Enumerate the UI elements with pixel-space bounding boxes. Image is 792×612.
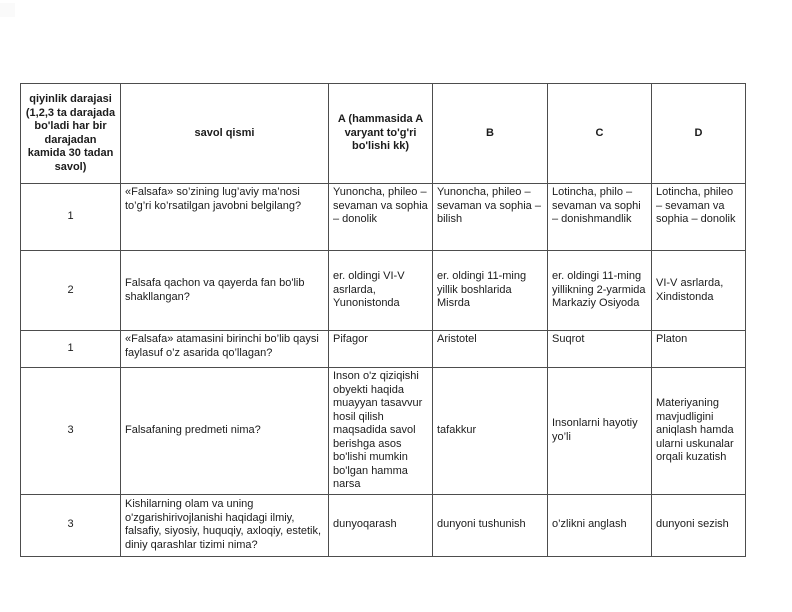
- table-row: [21, 184, 746, 251]
- corner-artifact: [0, 3, 15, 17]
- table-row: [21, 251, 746, 331]
- option-d-cell: dunyoni sezish: [652, 494, 746, 556]
- question-cell: Falsafa qachon va qayerda fan bo'lib shakllangan?: [121, 251, 329, 331]
- difficulty-cell: 1: [21, 331, 121, 368]
- difficulty-cell: 1: [21, 184, 121, 251]
- option-c-cell: er. oldingi 11-ming yillikning 2-yarmida Markaziy Osiyoda: [548, 251, 652, 331]
- option-a-cell: dunyoqarash: [329, 494, 433, 556]
- header-option-c: C: [548, 84, 652, 184]
- option-d-cell: VI-V asrlarda, Xindistonda: [652, 251, 746, 331]
- option-c-cell: Insonlarni hayotiy yo’li: [548, 368, 652, 495]
- option-d-cell: Materiyaning mavjudligini aniqlash hamda ularni uskunalar orqali kuzatish: [652, 368, 746, 495]
- header-option-d: D: [652, 84, 746, 184]
- question-cell: «Falsafa» so’zining lug’aviy ma’nosi to’g’ri ko’rsatilgan javobni belgilang?: [121, 184, 329, 251]
- table-row: [21, 368, 746, 495]
- table-header-row: [21, 84, 746, 184]
- option-b-cell: Aristotel: [433, 331, 548, 368]
- table-row: [21, 494, 746, 556]
- option-c-cell: Lotincha, philo – sevaman va sophi – donishmandlik: [548, 184, 652, 251]
- option-b-cell: tafakkur: [433, 368, 548, 495]
- option-a-cell: Inson o'z qiziqishi obyekti haqida muayyan tasavvur hosil qilish maqsadida savol berishga asos bo'lishi mumkin bo'lgan hamma narsa: [329, 368, 433, 495]
- option-b-cell: Yunoncha, phileo – sevaman va sophia – bilish: [433, 184, 548, 251]
- quiz-table: [20, 83, 746, 557]
- option-b-cell: dunyoni tushunish: [433, 494, 548, 556]
- difficulty-cell: 3: [21, 368, 121, 495]
- option-d-cell: Platon: [652, 331, 746, 368]
- difficulty-cell: 3: [21, 494, 121, 556]
- difficulty-cell: 2: [21, 251, 121, 331]
- option-b-cell: er. oldingi 11-ming yillik boshlarida Misrda: [433, 251, 548, 331]
- option-c-cell: Suqrot: [548, 331, 652, 368]
- option-a-cell: er. oldingi VI-V asrlarda, Yunonistonda: [329, 251, 433, 331]
- header-question: savol qismi: [121, 84, 329, 184]
- option-a-cell: Yunoncha, phileo – sevaman va sophia – donolik: [329, 184, 433, 251]
- header-option-b: B: [433, 84, 548, 184]
- table-row: [21, 331, 746, 368]
- option-c-cell: o’zlikni anglash: [548, 494, 652, 556]
- option-a-cell: Pifagor: [329, 331, 433, 368]
- question-cell: Falsafaning predmeti nima?: [121, 368, 329, 495]
- question-cell: «Falsafa» atamasini birinchi bo’lib qaysi faylasuf o’z asarida qo’llagan?: [121, 331, 329, 368]
- header-difficulty: qiyinlik darajasi (1,2,3 ta darajada bo'ladi har bir darajadan kamida 30 tadan savol): [21, 84, 121, 184]
- header-option-a: A (hammasida A varyant to'g'ri bo'lishi kk): [329, 84, 433, 184]
- option-d-cell: Lotincha, phileo – sevaman va sophia – donolik: [652, 184, 746, 251]
- question-cell: Kishilarning olam va uning o'zgarishirivojlanishi haqidagi ilmiy, falsafiy, siyosiy, huquqiy, axloqiy, estetik, diniy qarashlar tizimi nima?: [121, 494, 329, 556]
